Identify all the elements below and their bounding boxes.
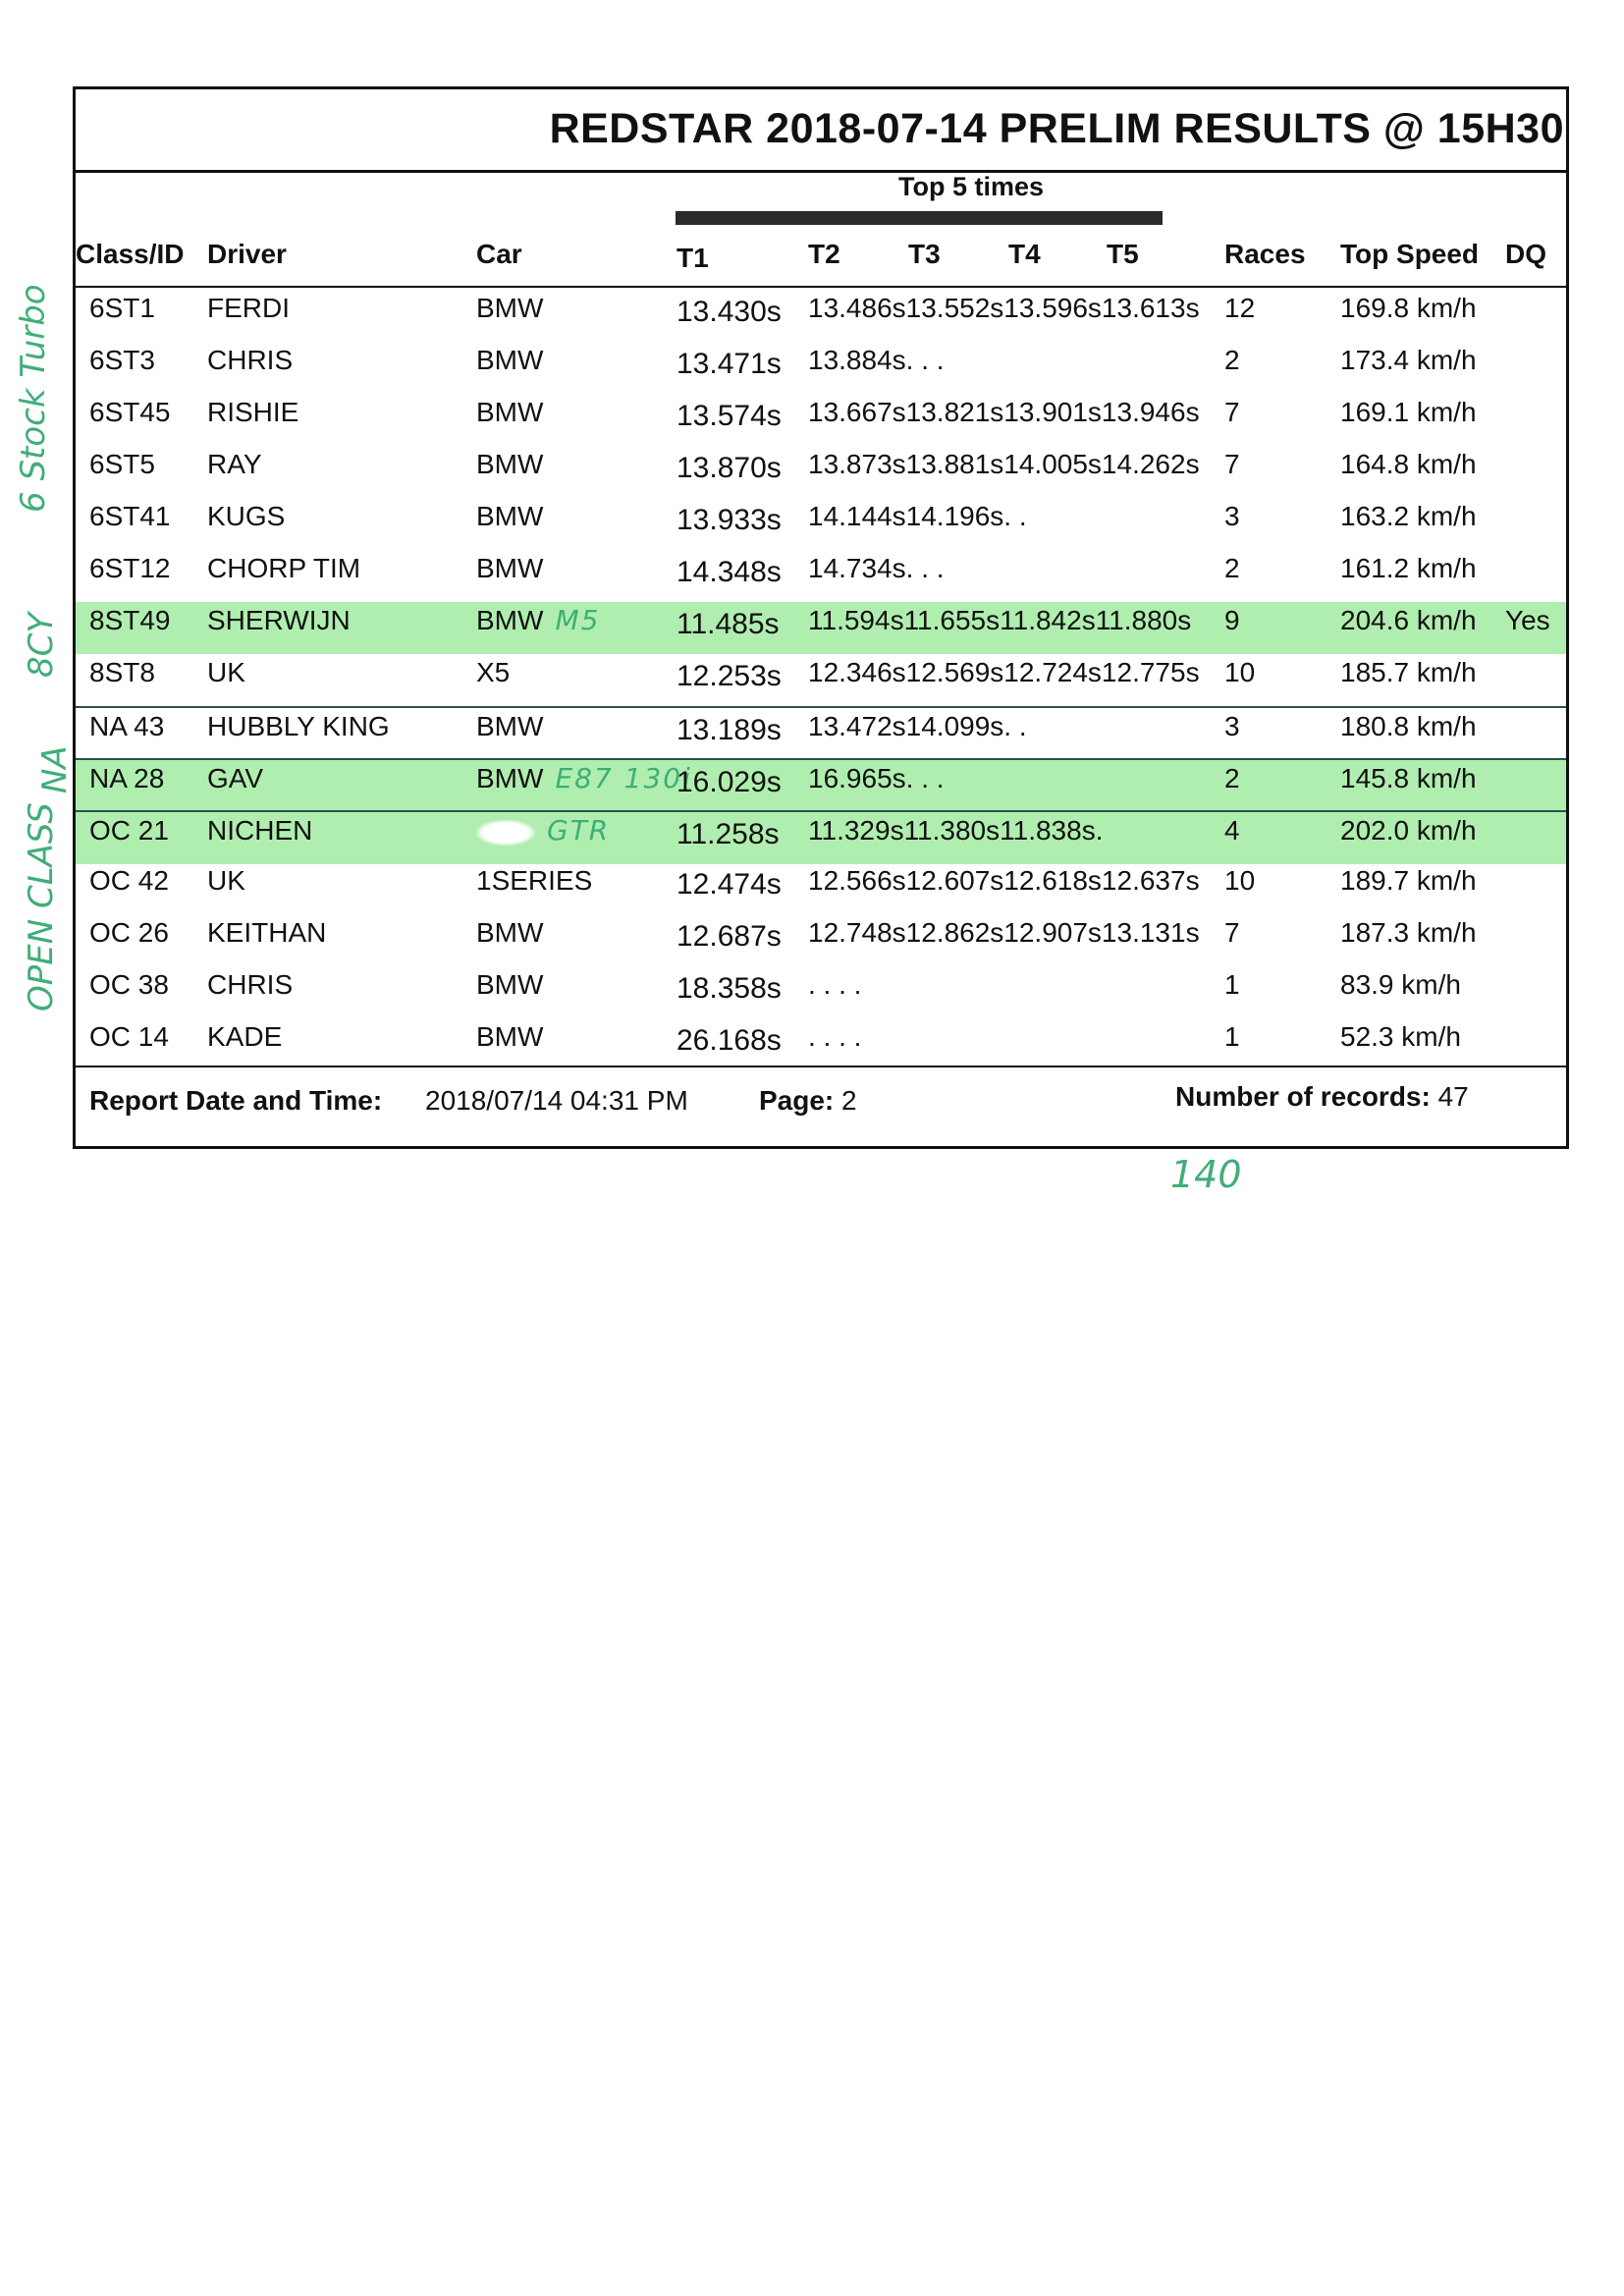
class-id-cell-text: OC 42	[89, 865, 169, 896]
times-t2-t5-cell	[808, 760, 945, 797]
car-cell	[476, 1018, 543, 1056]
driver-cell	[207, 446, 262, 483]
header-divider	[76, 286, 1566, 288]
table-row	[76, 758, 1566, 812]
header-driver: Driver	[207, 239, 287, 269]
class-id-cell-text: 6ST3	[89, 345, 155, 375]
class-id-cell-text: NA 28	[89, 763, 165, 793]
class-id-cell-text: 6ST41	[89, 501, 171, 531]
car-cell-text: BMW	[476, 553, 544, 583]
races-cell-text: 3	[1224, 711, 1240, 741]
t1-cell-text: 11.485s	[677, 608, 780, 640]
races-cell	[1224, 550, 1240, 587]
driver-cell	[207, 708, 390, 745]
handwritten-car-note: GTR	[547, 814, 611, 847]
t1-cell-text: 13.870s	[677, 452, 782, 484]
t1-cell	[677, 764, 782, 801]
car-cell-text: BMW	[476, 605, 544, 635]
car-cell-text: BMW	[476, 501, 544, 531]
races-cell	[1224, 812, 1240, 849]
races-cell-text: 2	[1224, 345, 1240, 375]
driver-cell	[207, 602, 351, 639]
car-cell	[476, 498, 543, 535]
top-speed-cell-text: 189.7 km/h	[1340, 865, 1477, 896]
t1-cell	[677, 970, 782, 1008]
times-t2-t5-cell	[808, 708, 1027, 745]
t1-cell	[677, 294, 782, 331]
car-cell	[476, 654, 510, 691]
top-speed-cell	[1340, 498, 1477, 535]
t1-cell-text: 12.687s	[677, 920, 782, 953]
times-t2-t5-cell	[808, 394, 1200, 431]
top-speed-cell	[1340, 708, 1477, 745]
driver-cell	[207, 394, 298, 431]
car-cell	[476, 760, 692, 797]
t1-cell-text: 26.168s	[677, 1024, 782, 1057]
header-races: Races	[1224, 239, 1306, 269]
handwritten-page-number: 140	[1170, 1153, 1242, 1196]
header-t1: T1	[677, 243, 709, 273]
races-cell-text: 9	[1224, 605, 1240, 635]
title-divider	[76, 170, 1566, 173]
top-speed-cell-text: 187.3 km/h	[1340, 917, 1477, 948]
t1-cell-text: 13.189s	[677, 714, 782, 746]
class-id-cell	[89, 342, 155, 379]
top-speed-cell-text: 202.0 km/h	[1340, 815, 1477, 846]
top-speed-cell-text: 163.2 km/h	[1340, 501, 1477, 531]
report-date-label: Report Date and Time:	[89, 1085, 383, 1116]
class-id-cell-text: 6ST5	[89, 449, 155, 479]
class-id-cell	[89, 812, 169, 849]
page-indicator: Page: 2	[759, 1085, 857, 1116]
races-cell-text: 7	[1224, 397, 1240, 427]
top-speed-cell	[1340, 1018, 1461, 1056]
car-cell	[476, 812, 610, 849]
car-cell	[476, 394, 543, 431]
t1-cell	[677, 450, 782, 487]
header-t2: T2	[808, 239, 840, 269]
times-t2-t5-cell-text: 11.594s11.655s11.842s11.880s	[808, 605, 1192, 635]
t1-cell	[677, 554, 782, 591]
races-cell	[1224, 862, 1255, 900]
handwritten-6-stock-turbo: 6 Stock Turbo	[14, 284, 53, 513]
t1-cell-text: 11.258s	[677, 818, 780, 850]
top-speed-cell	[1340, 914, 1477, 952]
car-cell-text: BMW	[476, 711, 544, 741]
times-t2-t5-cell	[808, 1018, 861, 1056]
handwritten-8cy: 8CY	[22, 612, 61, 678]
class-id-cell-text: 8ST49	[89, 605, 171, 635]
class-id-cell-text: OC 14	[89, 1021, 169, 1052]
top-speed-cell	[1340, 550, 1477, 587]
driver-cell	[207, 654, 245, 691]
car-cell-text: BMW	[476, 969, 544, 1000]
times-t2-t5-cell	[808, 550, 945, 587]
class-id-cell	[89, 914, 169, 952]
top-speed-cell-text: 161.2 km/h	[1340, 553, 1477, 583]
car-cell	[476, 602, 600, 639]
table-row	[76, 706, 1566, 760]
car-cell-text: BMW	[476, 345, 544, 375]
header-car: Car	[476, 239, 522, 269]
class-id-cell	[89, 602, 171, 639]
report-date-value: 2018/07/14 04:31 PM	[425, 1085, 688, 1116]
times-t2-t5-cell-text: 13.884s. . .	[808, 345, 945, 375]
driver-cell-text: CHRIS	[207, 969, 294, 1000]
driver-cell	[207, 1018, 282, 1056]
results-report	[73, 86, 1569, 1149]
top-speed-cell	[1340, 290, 1477, 327]
t1-cell	[677, 1022, 782, 1060]
top-speed-cell-text: 169.1 km/h	[1340, 397, 1477, 427]
races-cell-text: 3	[1224, 501, 1240, 531]
car-cell-text: 1SERIES	[476, 865, 593, 896]
t1-cell-text: 16.029s	[677, 766, 782, 798]
driver-cell	[207, 760, 263, 797]
races-cell-text: 10	[1224, 865, 1256, 896]
driver-cell-text: HUBBLY KING	[207, 711, 390, 741]
t1-cell-text: 12.474s	[677, 868, 782, 901]
top-speed-cell	[1340, 654, 1477, 691]
top-speed-cell-text: 173.4 km/h	[1340, 345, 1477, 375]
class-id-cell-text: OC 38	[89, 969, 169, 1000]
driver-cell	[207, 812, 312, 849]
header-top-speed: Top Speed	[1340, 239, 1480, 269]
header-t3: T3	[908, 239, 941, 269]
races-cell	[1224, 966, 1240, 1004]
driver-cell-text: NICHEN	[207, 815, 313, 846]
t1-cell	[677, 866, 782, 903]
class-id-cell-text: 6ST1	[89, 293, 155, 323]
races-cell	[1224, 342, 1240, 379]
times-t2-t5-cell	[808, 446, 1200, 483]
class-id-cell	[89, 760, 164, 797]
class-id-cell-text: OC 21	[89, 815, 169, 846]
record-count: Number of records: 47	[1175, 1081, 1469, 1112]
car-cell-text: BMW	[476, 917, 544, 948]
top5-bar	[676, 211, 1163, 225]
t1-cell	[677, 816, 780, 853]
driver-cell-text: CHORP TIM	[207, 553, 361, 583]
handwritten-na: NA	[35, 745, 75, 793]
class-id-cell-text: 6ST12	[89, 553, 171, 583]
times-t2-t5-cell-text: 12.346s12.569s12.724s12.775s	[808, 657, 1200, 687]
driver-cell-text: UK	[207, 657, 245, 687]
races-cell-text: 7	[1224, 449, 1240, 479]
top5-label: Top 5 times	[897, 172, 1045, 201]
t1-cell-text: 13.933s	[677, 504, 782, 536]
t1-cell	[677, 346, 782, 383]
driver-cell-text: UK	[207, 865, 245, 896]
table-row	[76, 654, 1566, 706]
times-t2-t5-cell-text: 12.566s12.607s12.618s12.637s	[808, 865, 1200, 896]
class-id-cell	[89, 862, 169, 900]
top-speed-cell	[1340, 966, 1461, 1004]
top-speed-cell-text: 52.3 km/h	[1340, 1021, 1461, 1052]
driver-cell-text: CHRIS	[207, 345, 294, 375]
footer-divider	[76, 1066, 1566, 1067]
driver-cell-text: SHERWIJN	[207, 605, 351, 635]
table-row	[76, 290, 1566, 342]
table-row	[76, 1018, 1566, 1070]
races-cell-text: 2	[1224, 763, 1240, 793]
times-t2-t5-cell-text: 14.144s14.196s. .	[808, 501, 1027, 531]
races-cell-text: 1	[1224, 1021, 1240, 1052]
races-cell	[1224, 290, 1255, 327]
car-cell-text: X5	[476, 657, 511, 687]
car-cell	[476, 862, 592, 900]
times-t2-t5-cell	[808, 342, 945, 379]
class-id-cell	[89, 446, 155, 483]
times-t2-t5-cell-text: 16.965s. . .	[808, 763, 945, 793]
class-id-cell-text: 6ST45	[89, 397, 171, 427]
car-cell-text: BMW	[476, 397, 544, 427]
driver-cell	[207, 498, 285, 535]
table-row	[76, 914, 1566, 966]
t1-cell	[677, 606, 780, 643]
races-cell-text: 7	[1224, 917, 1240, 948]
top-speed-cell-text: 180.8 km/h	[1340, 711, 1477, 741]
races-cell	[1224, 394, 1240, 431]
class-id-cell-text: NA 43	[89, 711, 165, 741]
top-speed-cell	[1340, 862, 1477, 900]
times-t2-t5-cell-text: 13.472s14.099s. .	[808, 711, 1027, 741]
car-cell-text: BMW	[476, 763, 544, 793]
top-speed-cell-text: 145.8 km/h	[1340, 763, 1477, 793]
header-t4: T4	[1008, 239, 1041, 269]
class-id-cell	[89, 290, 155, 327]
class-id-cell-text: OC 26	[89, 917, 169, 948]
top-speed-cell	[1340, 602, 1477, 639]
times-t2-t5-cell	[808, 654, 1200, 691]
races-cell	[1224, 498, 1240, 535]
t1-cell	[677, 398, 782, 435]
car-cell	[476, 342, 543, 379]
driver-cell	[207, 550, 360, 587]
top-speed-cell-text: 169.8 km/h	[1340, 293, 1477, 323]
class-id-cell	[89, 654, 155, 691]
t1-cell	[677, 658, 782, 695]
times-t2-t5-cell	[808, 812, 1103, 849]
t1-cell-text: 12.253s	[677, 660, 782, 692]
t1-cell-text: 14.348s	[677, 556, 782, 588]
header-class-id: Class/ID	[76, 239, 185, 269]
car-cell-text: BMW	[476, 449, 544, 479]
top-speed-cell	[1340, 446, 1477, 483]
class-id-cell-text: 8ST8	[89, 657, 155, 687]
redaction-smudge	[476, 820, 535, 846]
table-row	[76, 602, 1566, 654]
times-t2-t5-cell-text: 13.486s13.552s13.596s13.613s	[808, 293, 1200, 323]
top-speed-cell	[1340, 394, 1477, 431]
class-id-cell	[89, 708, 164, 745]
races-cell	[1224, 914, 1240, 952]
races-cell	[1224, 708, 1240, 745]
driver-cell	[207, 290, 290, 327]
driver-cell	[207, 342, 293, 379]
times-t2-t5-cell-text: 13.873s13.881s14.005s14.262s	[808, 449, 1200, 479]
times-t2-t5-cell-text: . . . .	[808, 1021, 862, 1052]
t1-cell-text: 13.574s	[677, 400, 782, 432]
times-t2-t5-cell-text: . . . .	[808, 969, 862, 1000]
times-t2-t5-cell-text: 11.329s11.380s11.838s.	[808, 815, 1104, 846]
times-t2-t5-cell	[808, 914, 1200, 952]
top-speed-cell-text: 185.7 km/h	[1340, 657, 1477, 687]
car-cell	[476, 550, 543, 587]
car-cell	[476, 708, 543, 745]
header-t5: T5	[1107, 239, 1139, 269]
top-speed-cell-text: 164.8 km/h	[1340, 449, 1477, 479]
driver-cell-text: KADE	[207, 1021, 283, 1052]
dq-cell-text: Yes	[1505, 605, 1550, 635]
car-cell	[476, 914, 543, 952]
car-cell	[476, 290, 543, 327]
table-row	[76, 966, 1566, 1018]
races-cell-text: 2	[1224, 553, 1240, 583]
races-cell	[1224, 446, 1240, 483]
driver-cell	[207, 966, 293, 1004]
times-t2-t5-cell-text: 13.667s13.821s13.901s13.946s	[808, 397, 1200, 427]
class-id-cell	[89, 394, 171, 431]
handwritten-open-class: OPEN CLASS	[22, 802, 61, 1011]
driver-cell-text: RAY	[207, 449, 262, 479]
table-row	[76, 446, 1566, 498]
table-row	[76, 862, 1566, 914]
dq-cell	[1505, 602, 1550, 639]
races-cell	[1224, 654, 1255, 691]
races-cell	[1224, 1018, 1240, 1056]
car-cell	[476, 966, 543, 1004]
car-cell-text: BMW	[476, 293, 544, 323]
car-cell	[476, 446, 543, 483]
races-cell-text: 10	[1224, 657, 1256, 687]
t1-cell	[677, 918, 782, 956]
class-id-cell	[89, 550, 171, 587]
races-cell-text: 1	[1224, 969, 1240, 1000]
car-cell-text: BMW	[476, 1021, 544, 1052]
handwritten-car-note: E87 130i	[555, 762, 692, 794]
races-cell-text: 4	[1224, 815, 1240, 846]
class-id-cell	[89, 498, 171, 535]
driver-cell-text: RISHIE	[207, 397, 299, 427]
report-title: REDSTAR 2018-07-14 PRELIM RESULTS @ 15H30	[549, 105, 1564, 152]
races-cell	[1224, 760, 1240, 797]
top-speed-cell-text: 204.6 km/h	[1340, 605, 1477, 635]
class-id-cell	[89, 966, 169, 1004]
races-cell	[1224, 602, 1240, 639]
top-speed-cell	[1340, 760, 1477, 797]
header-dq: DQ	[1505, 239, 1546, 269]
driver-cell-text: KUGS	[207, 501, 286, 531]
driver-cell	[207, 862, 245, 900]
t1-cell-text: 18.358s	[677, 972, 782, 1005]
times-t2-t5-cell	[808, 602, 1191, 639]
class-id-cell	[89, 1018, 169, 1056]
times-t2-t5-cell	[808, 498, 1027, 535]
table-row	[76, 394, 1566, 446]
driver-cell-text: FERDI	[207, 293, 290, 323]
t1-cell-text: 13.430s	[677, 296, 782, 328]
table-row	[76, 810, 1566, 864]
top-speed-cell	[1340, 342, 1477, 379]
table-row	[76, 498, 1566, 550]
races-cell-text: 12	[1224, 293, 1256, 323]
table-row	[76, 550, 1566, 602]
table-row	[76, 342, 1566, 394]
driver-cell-text: KEITHAN	[207, 917, 327, 948]
times-t2-t5-cell	[808, 290, 1200, 327]
top-speed-cell	[1340, 812, 1477, 849]
times-t2-t5-cell	[808, 862, 1200, 900]
driver-cell	[207, 914, 326, 952]
times-t2-t5-cell-text: 14.734s. . .	[808, 553, 945, 583]
t1-cell-text: 13.471s	[677, 348, 782, 380]
times-t2-t5-cell	[808, 966, 861, 1004]
driver-cell-text: GAV	[207, 763, 264, 793]
handwritten-car-note: M5	[555, 604, 601, 636]
top-speed-cell-text: 83.9 km/h	[1340, 969, 1461, 1000]
t1-cell	[677, 502, 782, 539]
t1-cell	[677, 712, 782, 749]
times-t2-t5-cell-text: 12.748s12.862s12.907s13.131s	[808, 917, 1200, 948]
